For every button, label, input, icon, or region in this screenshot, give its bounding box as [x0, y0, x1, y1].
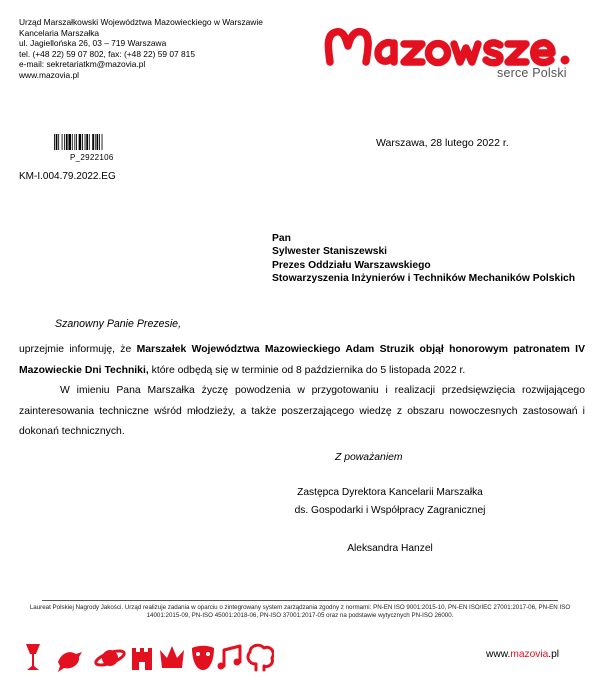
barcode-bar — [56, 134, 58, 150]
barcode-bar — [89, 134, 90, 150]
footer-divider — [42, 600, 558, 601]
footer-note: Laureat Polskiej Nagrody Jakości. Urząd realizuje zadania w oparciu o zintegrowany system zarządzania zgodny z normami: PN-EN ISO 9001:2015-10, PN-EN ISO/IEC 27001:2017-06, PN-EN ISO 14001:2015-09, PN-ISO 45001:2018-06, PN-ISO 37001:2017-05 oraz na podstawie wytycznych PN-ISO 26000. — [29, 604, 571, 620]
barcode-bar — [99, 134, 100, 150]
place-date: Warszawa, 28 lutego 2022 r. — [376, 137, 509, 149]
url-prefix: www. — [486, 649, 511, 660]
recipient-block — [272, 232, 575, 286]
sender-line: www.mazovia.pl — [19, 69, 80, 80]
signatory-name: Aleksandra Hanzel — [347, 543, 433, 554]
castle-icon — [132, 648, 152, 670]
barcode-bar — [79, 134, 82, 150]
music-notes-icon — [218, 646, 241, 670]
barcode — [54, 134, 134, 150]
barcode-bar — [68, 134, 71, 150]
barcode-number: P_2922106 — [70, 153, 114, 162]
sender-line: tel. (+48 22) 59 07 802, fax: (+48 22) 59 07 815 — [19, 48, 196, 59]
barcode-bar — [54, 134, 55, 150]
body-text: które odbędą się w terminie od 8 października do 5 listopada 2022 r. — [148, 364, 466, 376]
barcode-bar — [92, 134, 94, 150]
crown-icon — [160, 646, 184, 668]
sender-line: Kancelaria Marszałka — [19, 27, 100, 38]
footer-url[interactable] — [486, 649, 559, 660]
barcode-bar — [95, 134, 96, 150]
salutation: Szanowny Panie Prezesie, — [55, 318, 182, 330]
url-suffix: .pl — [548, 649, 560, 660]
recipient-line: Stowarzyszenia Inżynierów i Techników Mechaników Polskich — [272, 273, 576, 285]
signatory-title: Zastępca Dyrektora Kancelarii Marszałka — [297, 487, 483, 498]
barcode-bar — [64, 134, 65, 150]
barcode-bar — [58, 134, 59, 150]
signatory-department: ds. Gospodarki i Współpracy Zagranicznej — [294, 505, 486, 516]
goblet-icon — [26, 644, 40, 670]
logo-tagline: serce Polski — [497, 66, 567, 80]
letter-body — [19, 340, 585, 443]
barcode-bar — [85, 134, 86, 150]
sender-line: ul. Jagiellońska 26, 03 – 719 Warszawa — [19, 38, 167, 49]
sender-address — [19, 17, 263, 81]
recipient-line: Sylwester Staniszewski — [272, 246, 388, 258]
footer-icons — [24, 640, 274, 674]
recipient-line: Pan — [272, 233, 291, 244]
body-text: uprzejmie informuję, że — [19, 344, 137, 355]
barcode-bar — [82, 134, 83, 150]
barcode-bar — [76, 134, 77, 150]
theater-mask-icon — [192, 646, 214, 670]
barcode-bar — [62, 134, 63, 150]
body-bold-text: Marszałek Województwa Mazowieckiego Adam Struzik objął honorowym patronatem IV Mazowieckie Dni Techniki, — [19, 344, 585, 376]
body-paragraph — [19, 340, 585, 381]
barcode-bar — [66, 134, 68, 150]
sender-line: e-mail: sekretariatkm@mazovia.pl — [19, 59, 146, 70]
barcode-bar — [97, 134, 99, 150]
recipient-line: Prezes Oddziału Warszawskiego — [272, 259, 431, 271]
barcode-bar — [102, 134, 103, 150]
closing: Z poważaniem — [335, 452, 403, 463]
url-brand: mazovia — [510, 649, 549, 660]
bird-icon — [58, 652, 82, 672]
reference-number: KM-I.004.79.2022.EG — [19, 171, 116, 182]
sender-line: Urząd Marszałkowski Województwa Mazowieckiego w Warszawie — [19, 17, 263, 27]
planet-icon — [94, 648, 126, 668]
barcode-bar — [86, 134, 88, 150]
body-paragraph: W imieniu Pana Marszałka życzę powodzenia w przygotowaniu i realizacji przedsięwzięcia rozwijającego zainteresowania techniczne wśród młodzieży, a także poszerzającego wiedzę z obszaru nowoczesnych zastosowań i dokonań technicznych. — [19, 385, 585, 437]
barcode-bar — [74, 134, 75, 150]
brain-icon — [248, 645, 273, 670]
barcode-bar — [72, 134, 73, 150]
